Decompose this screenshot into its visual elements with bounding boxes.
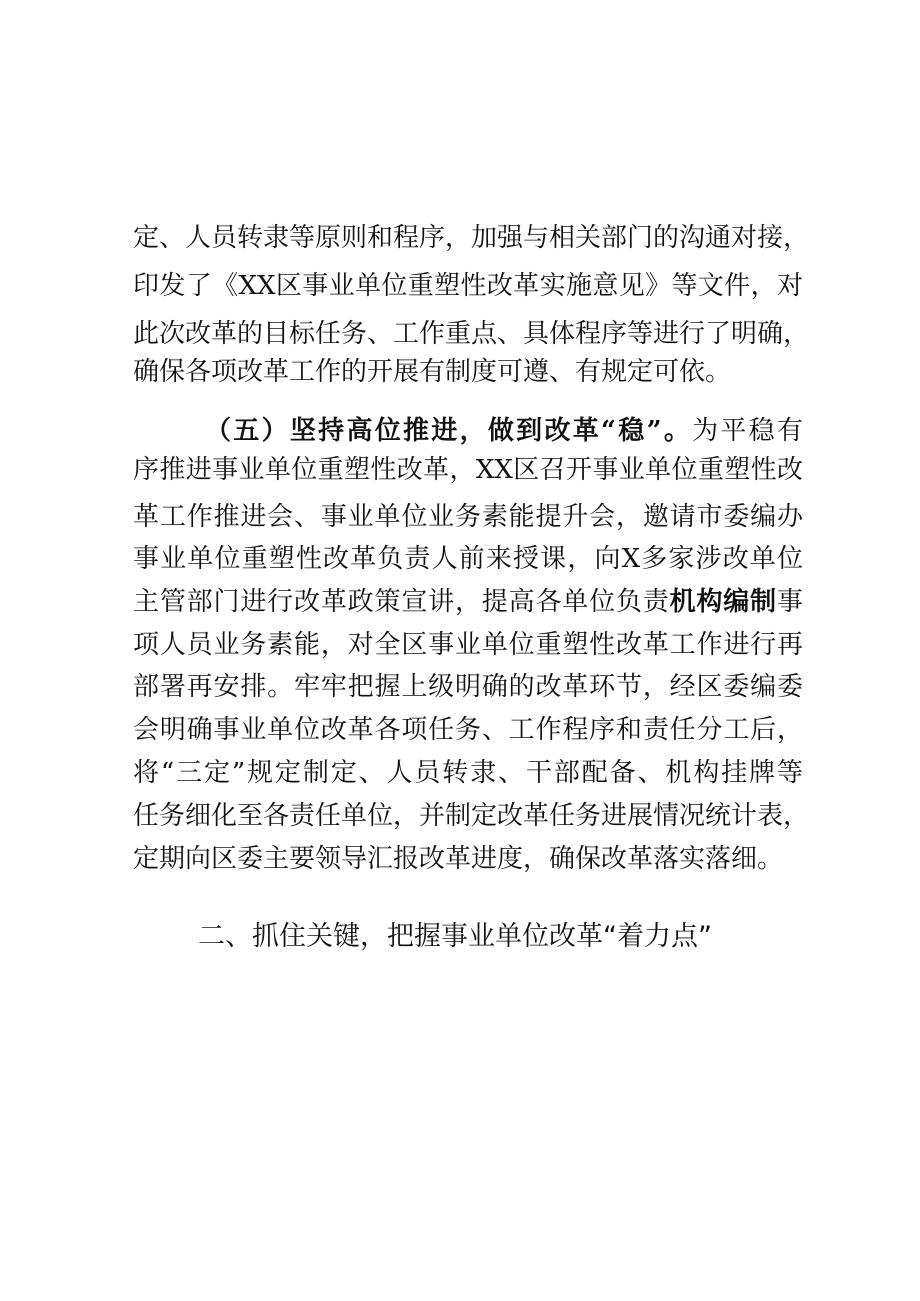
paragraph-line: 革工作推进会、事业单位业务素能提升会，邀请市委编办: [133, 502, 803, 532]
paragraph-line: 序推进事业单位重塑性改革，XX区召开事业单位重塑性改: [133, 455, 803, 485]
paragraph-line: 会明确事业单位改革各项任务、工作程序和责任分工后，: [133, 715, 803, 745]
paragraph-text: 为平稳有: [692, 416, 803, 446]
paragraph-line: 此次改革的目标任务、工作重点、具体程序等进行了明确，: [133, 319, 810, 349]
subsection-title: （五）坚持高位推进，做到改革“稳”。: [205, 416, 693, 446]
paragraph-line: 确保各项改革工作的开展有制度可遵、有规定可依。: [133, 357, 732, 387]
paragraph-line: 任务细化至各责任单位，并制定改革任务进展情况统计表，: [133, 801, 810, 831]
paragraph-line: 项人员业务素能，对全区事业单位重塑性改革工作进行再: [133, 630, 803, 660]
paragraph-lead-line: [205, 411, 803, 451]
paragraph-text: 事: [776, 587, 803, 617]
section-heading: 二、抓住关键，把握事业单位改革“着力点”: [198, 921, 712, 952]
paragraph-line: [133, 582, 803, 622]
paragraph-text: 主管部门进行改革政策宣讲，提高各单位负责: [133, 587, 670, 617]
paragraph-line: 部署再安排。牢牢把握上级明确的改革环节，经区委编委: [133, 672, 803, 702]
paragraph-line: 印发了《XX区事业单位重塑性改革实施意见》等文件，对: [133, 271, 803, 301]
paragraph-line: 事业单位重塑性改革负责人前来授课，向X多家涉改单位: [133, 544, 803, 574]
paragraph-line: 定、人员转隶等原则和程序，加强与相关部门的沟通对接，: [133, 223, 810, 253]
paragraph-line: 定期向区委主要领导汇报改革进度，确保改革落实落细。: [133, 844, 784, 874]
bold-term: 机构编制: [669, 587, 777, 617]
paragraph-line: 将“三定”规定制定、人员转隶、干部配备、机构挂牌等: [133, 758, 803, 788]
